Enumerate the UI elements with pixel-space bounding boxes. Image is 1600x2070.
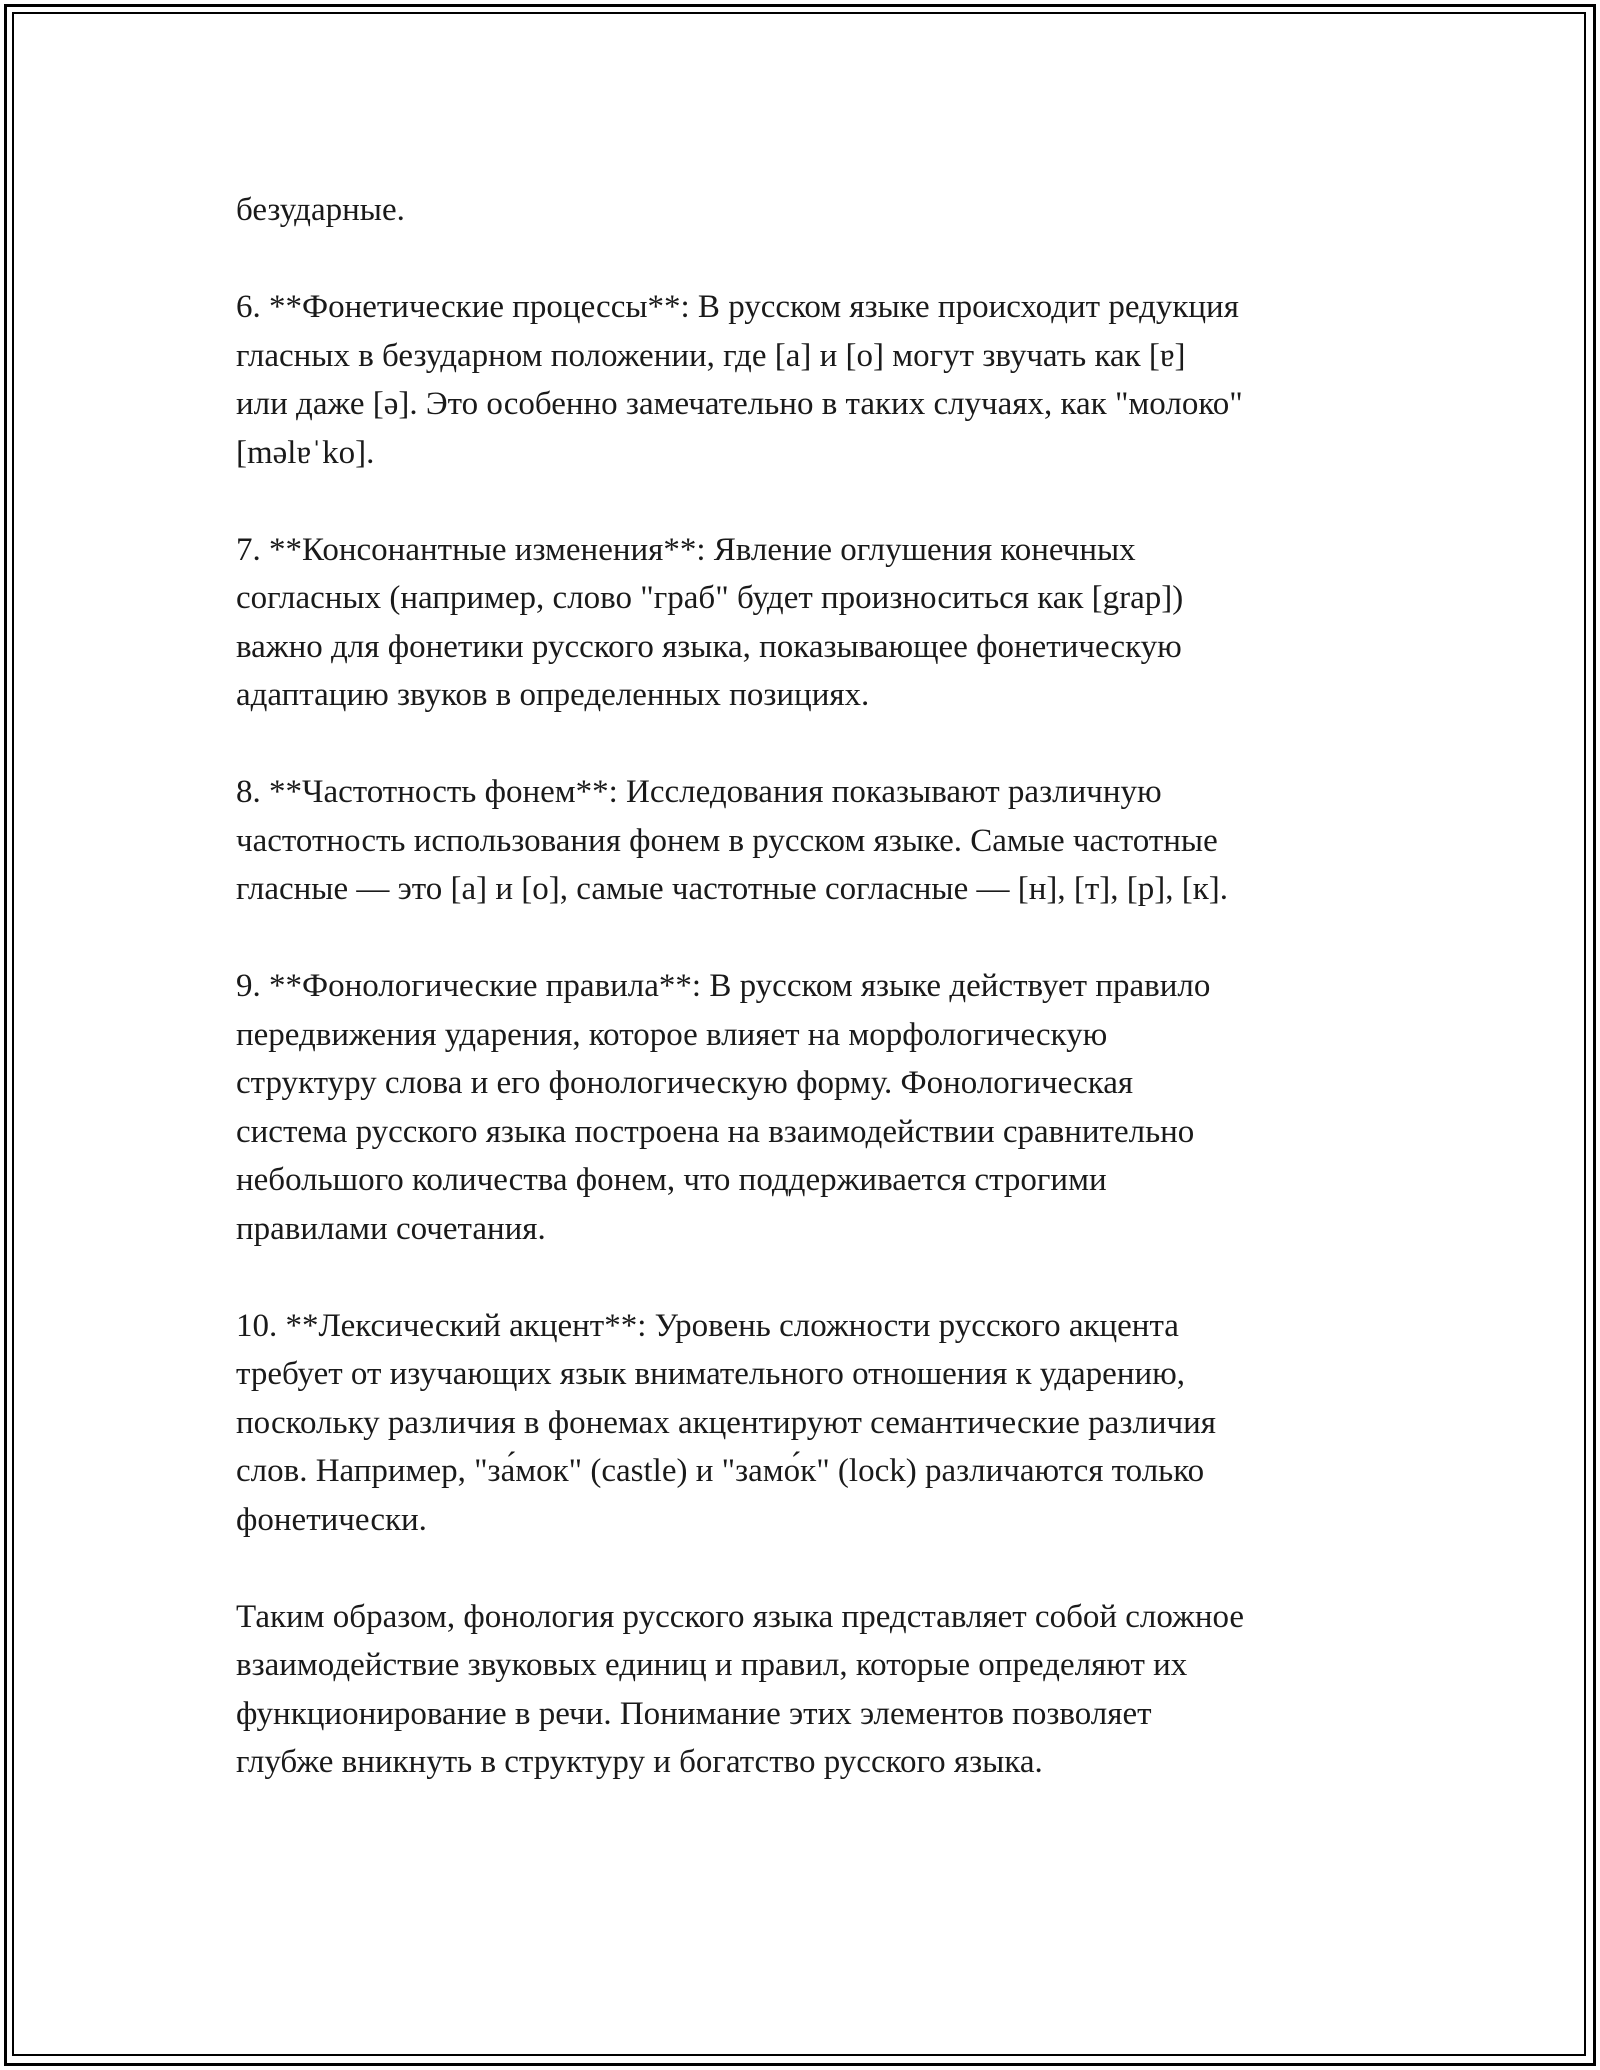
paragraph-lexical-accent: 10. **Лексический акцент**: Уровень сложности русского акцента требует от изучающих язык внимательного отношения к ударению, поскольку различия в фонемах акцентируют семантические различия слов. Например, "за́мок" (castle) и "замо́к" (lock) различаются только фонетически. [236, 1307, 1216, 1538]
paragraph-phoneme-frequency: 8. **Частотность фонем**: Исследования показывают различную частотность использования фонем в русском языке. Самые частотные гласные — это [а] и [о], самые частотные согласные — [н], [т], [р], [к]. [236, 774, 1229, 907]
paragraph-phonological-rules: 9. **Фонологические правила**: В русском языке действует правило передвижения ударения, которое влияет на морфологическую структуру слова и его фонологическую форму. Фонологическая система русского языка построена на взаимодействии сравнительно небольшого количества фонем, что поддерживается строгими правилами сочетания. [236, 968, 1211, 1247]
paragraph-conclusion: Таким образом, фонология русского языка представляет собой сложное взаимодействие звуковых единиц и правил, которые определяют их функционирование в речи. Понимание этих элементов позволяет глубже вникнуть в структуру и богатство русского языка. [236, 1598, 1245, 1780]
document-body [236, 186, 1396, 1787]
paragraph-phonetic-processes: 6. **Фонетические процессы**: В русском языке происходит редукция гласных в безударном положении, где [a] и [o] могут звучать как [ɐ] или даже [ə]. Это особенно замечательно в таких случаях, как "молоко" [məlɐˈko]. [236, 289, 1243, 471]
paragraph-consonant-changes: 7. **Консонантные изменения**: Явление оглушения конечных согласных (например, слово "граб" будет произноситься как [grap]) важно для фонетики русского языка, показывающее фонетическую адаптацию звуков в определенных позициях. [236, 531, 1184, 713]
paragraph-continuation: безударные. [236, 192, 405, 228]
